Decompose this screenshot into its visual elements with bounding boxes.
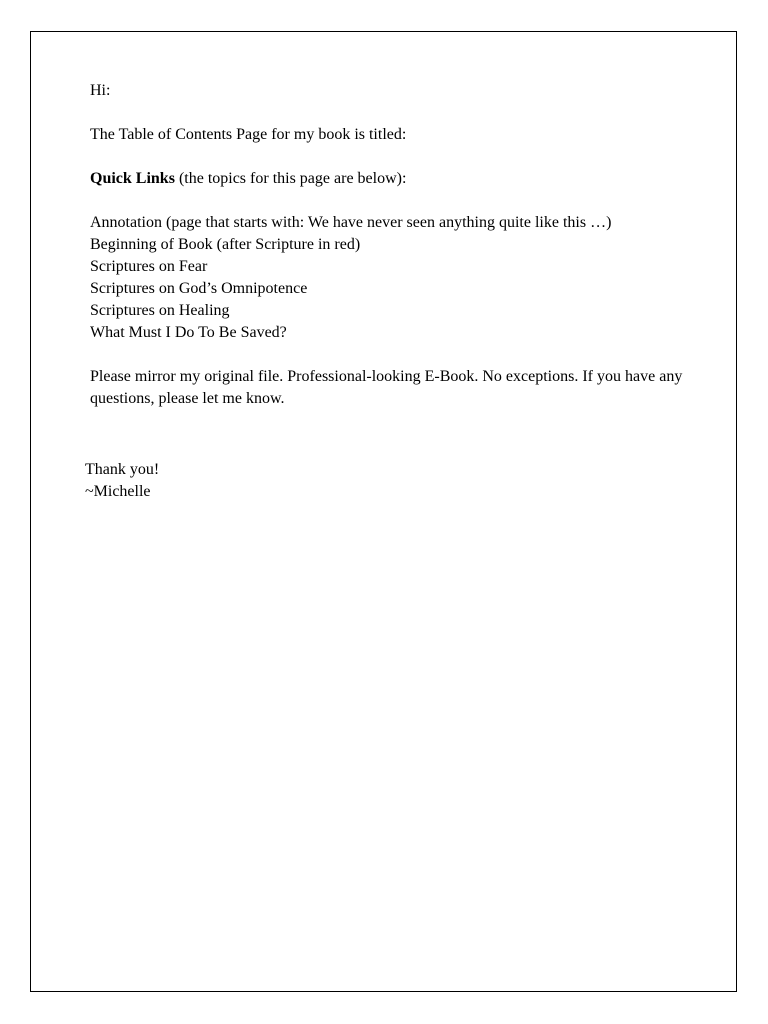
- topic-item: What Must I Do To Be Saved?: [90, 324, 287, 341]
- document-page: [30, 31, 737, 992]
- toc-title-note: (the topics for this page are below):: [174, 170, 407, 187]
- intro-line: The Table of Contents Page for my book is titled:: [90, 126, 407, 143]
- topic-item: Beginning of Book (after Scripture in red): [90, 236, 361, 253]
- spacer: [90, 190, 730, 212]
- spacer: [90, 146, 730, 168]
- topic-item: Scriptures on God’s Omnipotence: [90, 280, 308, 297]
- request-paragraph: Please mirror my original file. Professional-looking E-Book. No exceptions. If you have any questions, please let me know.: [90, 368, 683, 407]
- topic-item: Annotation (page that starts with: We have never seen anything quite like this …): [90, 214, 612, 231]
- signature: ~Michelle: [85, 483, 151, 500]
- spacer: [90, 102, 730, 124]
- spacer: [90, 344, 730, 366]
- signoff: [85, 459, 385, 503]
- greeting: Hi:: [90, 82, 111, 99]
- topic-list: [90, 212, 730, 344]
- topic-item: Scriptures on Fear: [90, 258, 208, 275]
- thanks-line: Thank you!: [85, 461, 160, 478]
- toc-title: Quick Links: [90, 170, 175, 187]
- toc-title-line: [90, 168, 730, 190]
- letter-body: [90, 80, 730, 410]
- topic-item: Scriptures on Healing: [90, 302, 230, 319]
